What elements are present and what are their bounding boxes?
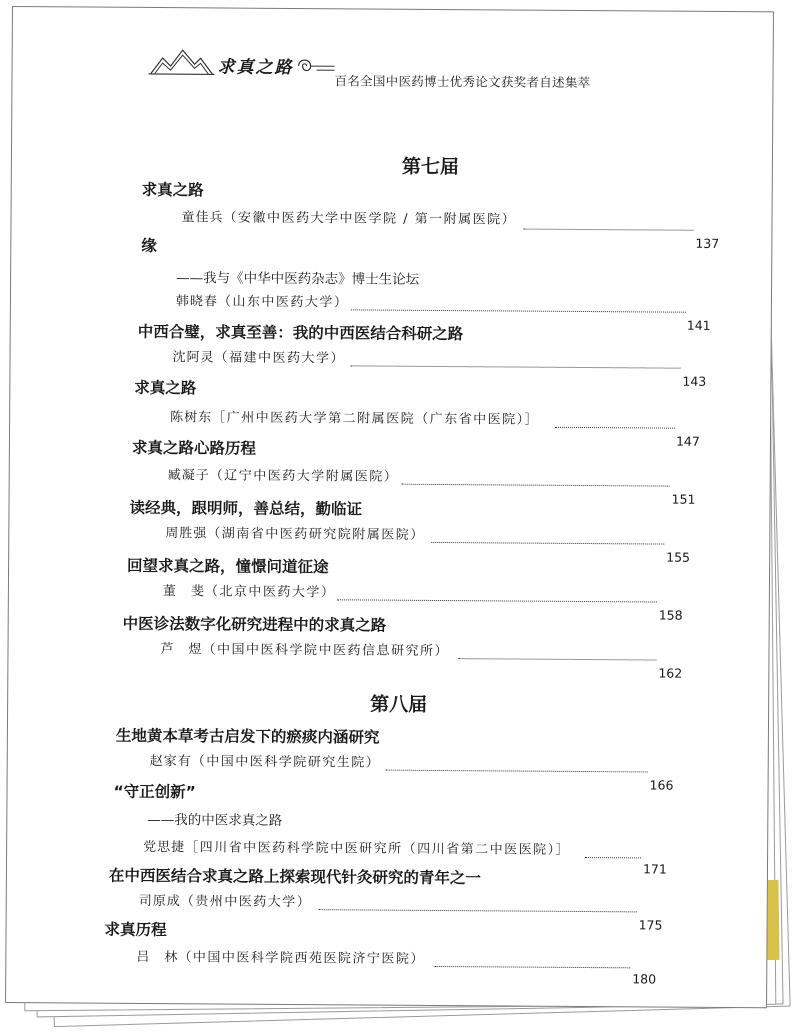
page-number: 158 <box>658 607 683 623</box>
swirl-ornament-icon <box>295 54 335 78</box>
entry-author-line <box>176 290 349 310</box>
entry-title: 中西合璧，求真至善：我的中西医结合科研之路 <box>137 322 464 344</box>
toc-page <box>5 6 774 1008</box>
entry-title: 生地黄本草考古启发下的瘀痰内涵研究 <box>115 726 380 747</box>
entry-author-line <box>136 946 425 967</box>
page-header <box>12 7 773 102</box>
entry-affiliation: （北京中医药大学） <box>204 584 336 601</box>
entry-author: 党思捷 <box>143 839 186 856</box>
dot-leader <box>386 770 648 773</box>
entry-author: 童佳兵 <box>181 210 224 226</box>
page-number: 162 <box>658 665 683 681</box>
entry-subtitle: ——我的中医求真之路 <box>147 811 283 829</box>
entry-author-line <box>181 206 516 227</box>
entry-subtitle: ——我与《中华中医药杂志》博士生论坛 <box>176 270 420 288</box>
dot-leader <box>523 229 693 231</box>
entry-author: 陈树东 <box>170 410 213 426</box>
entry-author-line <box>163 580 336 600</box>
page-number: 155 <box>666 549 691 565</box>
entry-author: 周胜强 <box>165 526 208 542</box>
dot-leader <box>434 966 630 968</box>
entry-author-line <box>172 346 345 366</box>
series-title: 求真之路 <box>217 57 294 78</box>
dot-leader <box>402 484 670 487</box>
page-number: 166 <box>649 777 674 793</box>
page-number: 143 <box>682 373 707 389</box>
dot-leader <box>319 909 637 912</box>
page-number: 141 <box>686 317 711 333</box>
entry-title: 求真历程 <box>104 920 167 940</box>
entry-title: 读经典，跟明师，善总结，勤临证 <box>129 498 363 519</box>
entry-author: 司原成 <box>138 893 181 910</box>
dot-leader <box>585 857 641 858</box>
entry-author: 吕 林 <box>136 949 179 966</box>
dot-leader <box>350 365 680 368</box>
entry-author-line <box>168 464 399 485</box>
entry-affiliation: （贵州中医药大学） <box>180 894 312 911</box>
entry-title: 中医诊法数字化研究进程中的求真之路 <box>122 614 387 635</box>
entry-author: 臧凝子 <box>167 468 210 484</box>
entry-author-line <box>160 638 449 659</box>
entry-affiliation: （中国中医科学院研究生院） <box>191 754 381 771</box>
mountain-logo-icon <box>149 46 215 76</box>
entry-author: 董 斐 <box>162 584 205 600</box>
entry-author: 韩晓春 <box>175 294 219 310</box>
entry-author-line <box>170 406 539 428</box>
entry-affiliation: （安徽中医药大学中医学院 / 第一附属医院） <box>223 210 517 228</box>
book-subtitle: 百名全国中医药博士优秀论文获奖者自述集萃 <box>334 73 591 91</box>
section-title: 第八届 <box>370 693 428 716</box>
entry-author: 赵家有 <box>149 753 192 770</box>
entry-affiliation: （中国中医科学院中医药信息研究所） <box>202 642 450 660</box>
entry-author-line <box>150 750 381 771</box>
entry-affiliation: （福建中医药大学） <box>214 350 346 367</box>
entry-author: 芦 煜 <box>160 642 203 658</box>
entry-author-line <box>143 836 570 858</box>
entry-affiliation: ［广州中医药大学第二附属医院（广东省中医院）］ <box>212 410 540 428</box>
entry-title: 求真之路 <box>134 378 197 398</box>
page-number: 147 <box>675 433 700 449</box>
entry-title: 缘 <box>141 236 157 256</box>
entry-affiliation: （山东中医药大学） <box>217 294 349 311</box>
entry-title: 求真之路 <box>141 180 204 200</box>
entry-title: 求真之路心路历程 <box>131 438 256 458</box>
page-number: 175 <box>638 917 663 933</box>
entry-author-line <box>139 890 312 910</box>
entry-affiliation: ［四川省中医药科学院中医研究所（四川省第二中医医院）］ <box>185 840 571 858</box>
entry-affiliation: （辽宁中医药大学附属医院） <box>209 468 399 485</box>
section-title: 第七届 <box>401 155 459 179</box>
page-number: 137 <box>695 235 720 251</box>
page-number: 151 <box>671 491 696 507</box>
dot-leader <box>431 542 664 545</box>
entry-author: 沈阿灵 <box>172 350 215 366</box>
entry-title: 回望求真之路，憧憬问道征途 <box>127 556 329 577</box>
entry-author-line <box>165 522 425 543</box>
entry-affiliation: （中国中医科学院西苑医院济宁医院） <box>178 950 425 967</box>
entry-title: “守正创新” <box>113 782 196 802</box>
entry-affiliation: （湖南省中医药研究院附属医院） <box>207 526 425 543</box>
dot-leader <box>458 658 656 660</box>
dot-leader <box>555 427 675 429</box>
page-number: 180 <box>632 971 657 987</box>
entry-title: 在中西医结合求真之路上探索现代针灸研究的青年之一 <box>108 866 482 888</box>
page-number: 171 <box>642 861 667 877</box>
dot-leader <box>351 309 686 312</box>
dot-leader <box>337 599 657 602</box>
